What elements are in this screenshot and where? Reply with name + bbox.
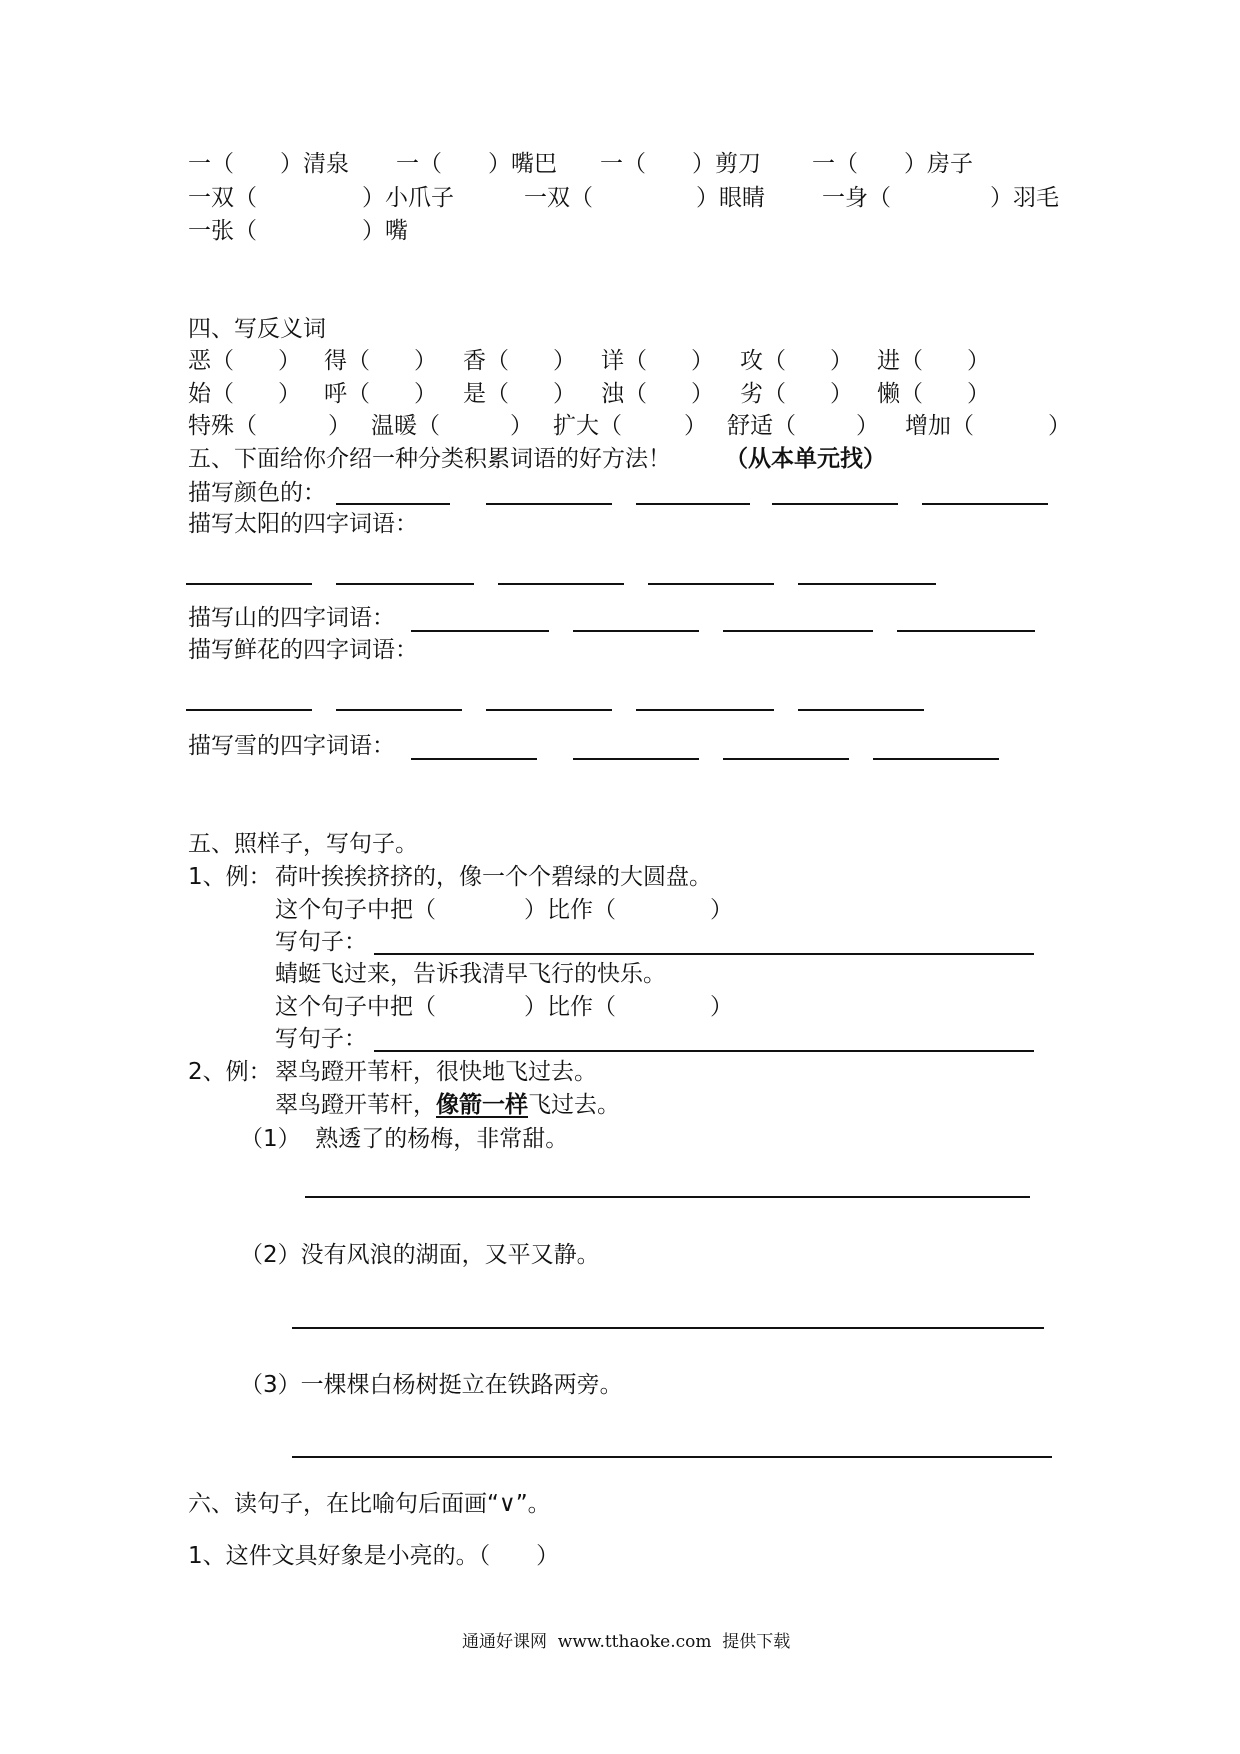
antonym-item: 香（ [463,348,509,374]
antonym-item: ） [278,348,301,374]
antonym-item: 懒（ [877,381,923,407]
answer-line[interactable] [897,630,1035,632]
antonym-item: 呼（ [324,381,370,407]
answer-line[interactable] [798,583,936,585]
antonym-item: 得（ [324,348,370,374]
write-label: 写句子： [275,1026,367,1052]
measure-word-item: ）羽毛 [990,185,1059,211]
answer-line[interactable] [873,758,999,760]
antonym-item: ） [967,348,990,374]
answer-line[interactable] [498,583,624,585]
answer-line[interactable] [573,630,699,632]
section-heading: 五、下面给你介绍一种分类积累词语的好方法！ [188,446,671,472]
antonym-item: 增加（ [905,413,974,439]
question-item: 1、这件文具好象是小亮的。（ ） [188,1543,560,1569]
antonym-item: ） [1048,413,1071,439]
antonym-item: 攻（ [740,348,786,374]
answer-line[interactable] [336,503,450,505]
practice-item: （1） 熟透了的杨梅，非常甜。 [240,1126,569,1152]
antonym-item: ） [328,413,351,439]
answer-line[interactable] [486,503,612,505]
answer-line[interactable] [486,709,612,711]
antonym-item: 扩大（ [553,413,622,439]
answer-line[interactable] [336,583,474,585]
measure-word-item: 一身（ [822,185,891,211]
answer-line[interactable] [648,583,774,585]
antonym-item: 特殊（ [188,413,257,439]
answer-line[interactable] [798,709,924,711]
example-label: 2、例： [188,1059,272,1085]
answer-line[interactable] [305,1196,1030,1198]
antonym-item: ） [278,381,301,407]
measure-word-item: 一双（ [524,185,593,211]
antonym-item: 是（ [463,381,509,407]
antonym-item: 劣（ [740,381,786,407]
answer-line[interactable] [411,758,537,760]
antonym-item: ） [691,348,714,374]
category-label: 描写太阳的四字词语： [188,511,418,537]
answer-line[interactable] [723,758,849,760]
antonym-item: ） [830,381,853,407]
measure-word-item: 一（ ）嘴巴 [396,151,557,177]
answer-line[interactable] [922,503,1048,505]
example-label: 1、例： [188,864,272,890]
measure-word-item: 一（ ）清泉 [188,151,349,177]
measure-word-item: ）小爪子 [362,185,454,211]
antonym-item: ） [414,348,437,374]
antonym-item: 始（ [188,381,234,407]
measure-word-item: 一张（ [188,218,257,244]
write-label: 写句子： [275,929,367,955]
model-sentence [275,1094,620,1117]
compare-prompt: ）比作（ [524,897,616,923]
measure-word-item: 一双（ [188,185,257,211]
answer-line[interactable] [636,709,774,711]
example-sentence: 蜻蜓飞过来，告诉我清早飞行的快乐。 [275,961,666,987]
example-sentence: 翠鸟蹬开苇杆，很快地飞过去。 [275,1059,597,1085]
answer-line[interactable] [636,503,750,505]
category-label: 描写颜色的： [188,480,326,506]
antonym-item: 浊（ [601,381,647,407]
antonym-item: ） [684,413,707,439]
measure-word-item: ）眼睛 [696,185,765,211]
measure-word-item: ）嘴 [362,218,408,244]
answer-line[interactable] [411,630,549,632]
page-footer: 通通好课网 www.tthaoke.com 提供下载 [462,1632,791,1652]
category-label: 描写雪的四字词语： [188,733,395,759]
category-label: 描写鲜花的四字词语： [188,637,418,663]
section-heading: 六、读句子，在比喻句后面画“∨”。 [188,1491,551,1517]
answer-line[interactable] [723,630,873,632]
section-heading-note: （从本单元找） [725,446,886,472]
model-sentence-end: 飞过去。 [528,1092,620,1118]
model-sentence-highlight: 像箭一样 [436,1092,528,1118]
compare-prompt: ） [710,994,733,1020]
antonym-item: 进（ [877,348,923,374]
antonym-item: ） [856,413,879,439]
answer-line[interactable] [186,583,312,585]
practice-item: （3）一棵棵白杨树挺立在铁路两旁。 [240,1372,623,1398]
antonym-item: 温暖（ [371,413,440,439]
antonym-item: ） [967,381,990,407]
answer-line[interactable] [573,758,699,760]
antonym-item: ） [553,348,576,374]
antonym-item: 舒适（ [727,413,796,439]
compare-prompt: 这个句子中把（ [275,897,436,923]
section-heading: 五、照样子，写句子。 [188,831,418,857]
answer-line[interactable] [772,503,898,505]
measure-word-item: 一（ ）房子 [812,151,973,177]
practice-item: （2）没有风浪的湖面，又平又静。 [240,1242,600,1268]
answer-line[interactable] [374,953,1034,955]
antonym-item: ） [553,381,576,407]
compare-prompt: 这个句子中把（ [275,994,436,1020]
antonym-item: ） [414,381,437,407]
antonym-item: ） [510,413,533,439]
measure-word-item: 一（ ）剪刀 [600,151,761,177]
antonym-item: 恶（ [188,348,234,374]
answer-line[interactable] [292,1327,1044,1329]
answer-line[interactable] [292,1456,1052,1458]
section-heading: 四、写反义词 [188,316,326,342]
category-label: 描写山的四字词语： [188,605,395,631]
compare-prompt: ） [710,897,733,923]
answer-line[interactable] [186,709,312,711]
answer-line[interactable] [374,1050,1034,1052]
antonym-item: 详（ [601,348,647,374]
example-sentence: 荷叶挨挨挤挤的，像一个个碧绿的大圆盘。 [275,864,712,890]
compare-prompt: ）比作（ [524,994,616,1020]
antonym-item: ） [691,381,714,407]
answer-line[interactable] [336,709,462,711]
model-sentence-start: 翠鸟蹬开苇杆， [275,1092,436,1118]
antonym-item: ） [830,348,853,374]
